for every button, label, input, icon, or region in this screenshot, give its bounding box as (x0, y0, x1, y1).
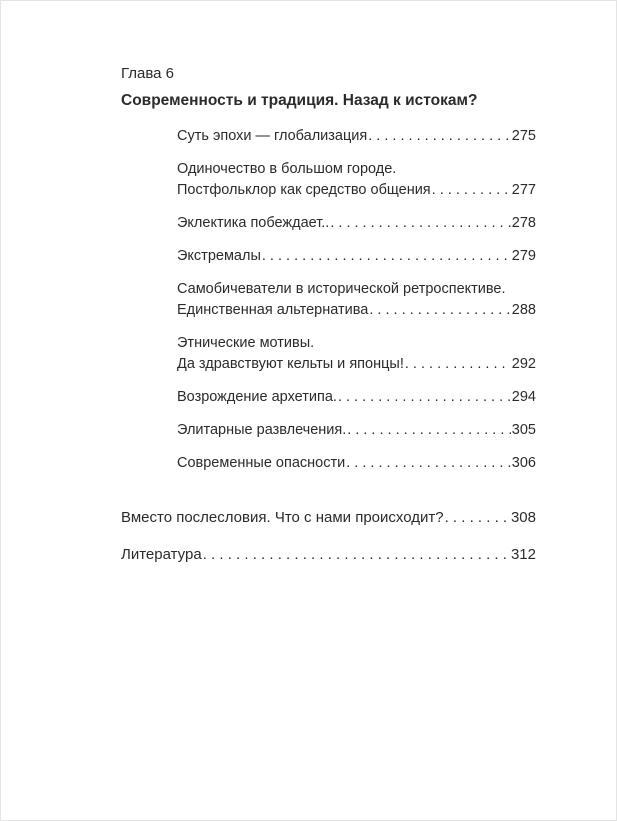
backmatter-page-number: 312 (510, 546, 536, 563)
toc-page-number: 305 (511, 422, 536, 438)
toc-entry-title: Этнические мотивы. (177, 335, 315, 351)
toc-page-number: 288 (511, 302, 536, 318)
dot-leader (330, 213, 510, 234)
toc-entry-title: Суть эпохи — глобализация (177, 128, 368, 144)
dot-leader (368, 126, 511, 147)
dot-leader (347, 420, 511, 441)
backmatter-entry-title: Литература (121, 546, 202, 563)
backmatter-entry (121, 507, 536, 528)
toc-entry (177, 213, 536, 234)
toc-page-number: 292 (511, 356, 536, 372)
toc-entry-title: Одиночество в большом городе. (177, 161, 397, 177)
toc-entry (177, 420, 536, 441)
toc-entry-title: Элитарные развлечения. (177, 422, 347, 438)
toc-page-number: 306 (511, 455, 536, 471)
toc-page-number: 278 (511, 215, 536, 231)
toc-entry (177, 387, 536, 408)
backmatter-entry-title: Вместо послесловия. Что с нами происходит? (121, 509, 444, 526)
chapter-label: Глава 6 (121, 65, 175, 82)
chapter-title: Современность и традиция. Назад к истокам? (121, 92, 478, 109)
toc-entry-title: Постфольклор как средство общения (177, 182, 431, 198)
dot-leader (338, 387, 511, 408)
toc-entry-title: Эклектика побеждает.. (177, 215, 330, 231)
toc-page-number: 294 (511, 389, 536, 405)
toc-page-number: 279 (511, 248, 536, 264)
toc-entry (177, 126, 536, 147)
dot-leader (445, 507, 510, 528)
toc-entry-title: Да здравствуют кельты и японцы! (177, 356, 404, 372)
toc-entry-title: Самобичеватели в исторической ретроспективе. (177, 281, 506, 297)
toc-entry (177, 159, 536, 201)
backmatter-entry (121, 544, 536, 565)
dot-leader (262, 246, 511, 267)
toc-entry-title: Возрождение архетипа. (177, 389, 337, 405)
dot-leader (369, 300, 510, 321)
toc-entry-title: Современные опасности (177, 455, 346, 471)
toc-entry (177, 246, 536, 267)
toc-entry (177, 453, 536, 474)
toc-page-number: 277 (511, 182, 536, 198)
dot-leader (346, 453, 511, 474)
dot-leader (203, 544, 510, 565)
toc-entry-title: Экстремалы (177, 248, 261, 264)
toc-list (121, 126, 536, 474)
dot-leader (432, 180, 511, 201)
backmatter-page-number: 308 (510, 509, 536, 526)
toc-entry (177, 279, 536, 321)
toc-entry (177, 333, 536, 375)
toc-entry-title: Единственная альтернатива (177, 302, 369, 318)
toc-page-number: 275 (511, 128, 536, 144)
dot-leader (405, 354, 511, 375)
toc-content (1, 1, 616, 565)
backmatter-list (121, 507, 536, 565)
